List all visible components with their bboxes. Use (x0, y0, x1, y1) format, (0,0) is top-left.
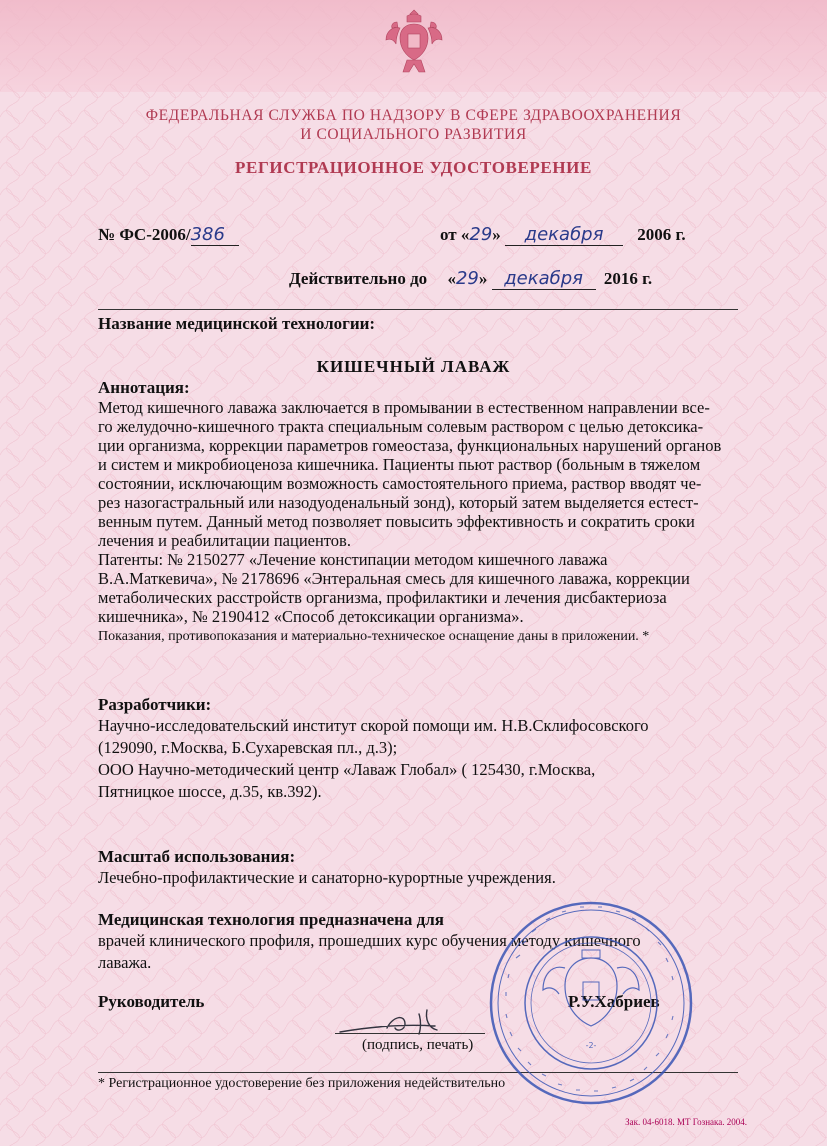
date-year: 2006 г. (637, 225, 686, 244)
annotation-line: го желудочно-кишечного тракта специальным солевым раствором с целью детоксика- (98, 417, 704, 436)
coat-of-arms-icon (383, 6, 445, 78)
valid-close-quote: » (478, 269, 488, 288)
tech-label: Название медицинской технологии: (98, 314, 376, 333)
signature-line (335, 1033, 485, 1034)
intended-line: лаважа. (98, 953, 152, 972)
intended-heading: Медицинская технология предназначена для (98, 910, 445, 929)
registration-number (98, 224, 239, 246)
developer-line: Пятницкое шоссе, д.35, кв.392). (98, 782, 322, 801)
handwritten-signature (335, 1004, 485, 1040)
scope-section (98, 846, 738, 889)
annotation-section (98, 377, 738, 646)
valid-year: 2016 г. (603, 269, 653, 288)
patents-line: кишечника», № 2190412 «Способ детоксикации организма». (98, 607, 524, 626)
annotation-line: ции организма, коррекции параметров гомеостаза, функциональных нарушений органов (98, 436, 722, 455)
registration-number-handwritten: 386 (191, 224, 239, 246)
agency-name (0, 106, 827, 144)
agency-line-2: И СОЦИАЛЬНОГО РАЗВИТИЯ (300, 126, 527, 143)
date-day: 29 (469, 224, 493, 245)
valid-prefix: Действительно до (289, 269, 428, 288)
tech-name: КИШЕЧНЫЙ ЛАВАЖ (316, 357, 511, 376)
scope-heading: Масштаб использования: (98, 847, 296, 866)
signature-role: Руководитель (98, 992, 205, 1011)
developer-line: ООО Научно-методический центр «Лаваж Глобал» ( 125430, г.Москва, (98, 760, 596, 779)
patents-line: В.А.Маткевича», № 2178696 «Энтеральная смесь для кишечного лаважа, коррекции (98, 569, 690, 588)
date-close-quote: » (492, 225, 501, 244)
intended-line: врачей клинического профиля, прошедших курс обучения методу кишечного (98, 931, 641, 950)
developer-line: Научно-исследовательский институт скорой помощи им. Н.В.Склифосовского (98, 716, 649, 735)
agency-line-1: ФЕДЕРАЛЬНАЯ СЛУЖБА ПО НАДЗОРУ В СФЕРЕ ЗДРАВООХРАНЕНИЯ (145, 107, 682, 124)
valid-open-quote: « (447, 269, 456, 288)
annotation-line: и систем и микробиоценоза кишечника. Пациенты пьют раствор (больным в тяжелом (98, 455, 701, 474)
svg-text:-2-: -2- (585, 1041, 597, 1050)
signature-caption: (подпись, печать) (362, 1037, 474, 1053)
registration-date (440, 224, 686, 246)
annotation-line: лечения и реабилитации пациентов. (98, 531, 351, 550)
annotation-line: рез назогастральный или назодуоденальный зонд), который затем выделяется естест- (98, 493, 699, 512)
developers-text (98, 715, 758, 803)
annotation-line: Метод кишечного лаважа заключается в промывании в естественном направлении все- (98, 398, 710, 417)
divider-top (98, 309, 738, 310)
patents-line: Патенты: № 2150277 «Лечение констипации методом кишечного лаважа (98, 550, 608, 569)
signature-name: Р.У.Хабриев (568, 992, 660, 1011)
developers-section (98, 694, 758, 803)
annotation-line: венным путем. Данный метод позволяет повысить эффективность и сократить сроки (98, 512, 695, 531)
scope-text: Лечебно-профилактические и санаторно-курортные учреждения. (98, 868, 556, 887)
valid-month: декабря (492, 268, 596, 290)
annotation-note: Показания, противопоказания и материально-техническое оснащение даны в приложении. * (98, 629, 650, 644)
developers-heading: Разработчики: (98, 695, 212, 714)
footnote: * Регистрационное удостоверение без приложения недействительно (98, 1076, 506, 1091)
official-stamp (486, 898, 696, 1108)
print-info: Зак. 04-6018. МТ Гознака. 2004. (625, 1117, 747, 1127)
developer-line: (129090, г.Москва, Б.Сухаревская пл., д.3); (98, 738, 398, 757)
registration-number-prefix: № ФС-2006/ (98, 225, 191, 244)
valid-until (289, 268, 652, 290)
annotation-text (98, 398, 738, 626)
valid-day: 29 (455, 268, 479, 289)
annotation-heading: Аннотация: (98, 378, 190, 397)
annotation-line: состоянии, исключающим возможность самостоятельного приема, раствор вводят че- (98, 474, 702, 493)
date-month: декабря (505, 224, 623, 246)
patents-line: метаболических расстройств организма, профилактики и лечения дисбактериоза (98, 588, 667, 607)
document-title: РЕГИСТРАЦИОННОЕ УДОСТОВЕРЕНИЕ (235, 158, 592, 177)
date-prefix: от « (440, 225, 470, 244)
